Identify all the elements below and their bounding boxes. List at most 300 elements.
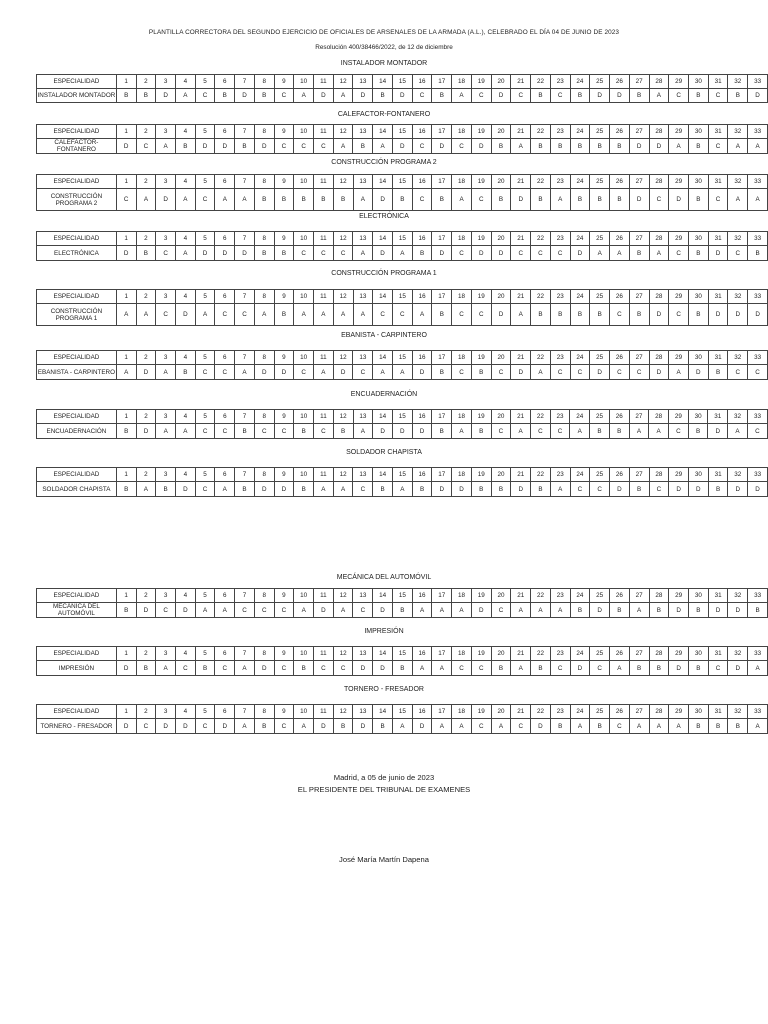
column-header-especialidad: ESPECIALIDAD [37, 705, 117, 719]
question-number-cell: 20 [491, 647, 511, 661]
answer-cell: D [412, 719, 432, 734]
answer-cell: D [136, 365, 156, 380]
question-number-cell: 17 [432, 468, 452, 482]
answer-cell: A [235, 661, 255, 676]
question-number-cell: 32 [728, 705, 748, 719]
question-number-cell: 32 [728, 468, 748, 482]
answer-cell: C [274, 424, 294, 439]
question-number-cell: 29 [669, 468, 689, 482]
question-number-cell: 21 [511, 468, 531, 482]
question-number-cell: 10 [294, 647, 314, 661]
answer-cell: B [254, 246, 274, 261]
question-number-cell: 7 [235, 705, 255, 719]
question-number-cell: 26 [610, 232, 630, 246]
section-title: CONSTRUCCIÓN PROGRAMA 1 [331, 270, 437, 277]
question-number-cell: 3 [156, 647, 176, 661]
answer-cell: D [748, 89, 768, 103]
question-number-cell: 27 [629, 468, 649, 482]
answer-row [37, 719, 768, 734]
answer-cell: D [136, 424, 156, 439]
question-number-cell: 33 [747, 410, 767, 424]
question-number-cell: 16 [412, 290, 432, 304]
answer-cell: B [570, 603, 590, 618]
column-header-especialidad: ESPECIALIDAD [37, 410, 117, 424]
answer-cell: B [412, 482, 432, 497]
question-number-cell: 23 [550, 468, 570, 482]
answer-cell: D [669, 661, 689, 676]
question-number-cell: 26 [610, 351, 630, 365]
question-number-cell: 4 [175, 351, 195, 365]
question-number-cell: 13 [353, 232, 373, 246]
question-number-cell: 1 [116, 647, 136, 661]
answer-cell: C [530, 424, 550, 439]
answer-cell: B [649, 603, 669, 618]
answer-cell: D [452, 482, 472, 497]
question-number-cell: 27 [629, 125, 649, 139]
answer-cell: C [215, 304, 235, 326]
answer-cell: C [610, 304, 630, 326]
answer-cell: D [373, 603, 393, 618]
question-number-cell: 7 [235, 75, 255, 89]
question-number-cell: 5 [195, 175, 215, 189]
footer-place-date: Madrid, a 05 de junio de 2023 [333, 773, 435, 782]
answer-cell: C [669, 89, 689, 103]
question-number-cell: 6 [215, 705, 235, 719]
specialty-label: INSTALADOR MONTADOR [37, 89, 117, 103]
answer-cell: A [176, 424, 196, 439]
answer-cell: D [373, 246, 393, 261]
answer-cell: B [353, 139, 373, 154]
table-header-row [37, 647, 768, 661]
answer-cell: C [333, 246, 353, 261]
answer-cell: B [412, 246, 432, 261]
question-number-cell: 15 [392, 705, 412, 719]
question-number-cell: 32 [728, 175, 748, 189]
question-number-cell: 28 [649, 75, 669, 89]
question-number-cell: 31 [708, 232, 728, 246]
answer-cell: D [610, 482, 630, 497]
specialty-label: ENCUADERNACIÓN [37, 424, 117, 439]
answer-cell: B [728, 89, 748, 103]
answer-cell: B [471, 365, 491, 380]
answer-cell: A [669, 719, 689, 734]
answer-cell: B [708, 482, 728, 497]
answer-cell: D [610, 89, 630, 103]
question-number-cell: 2 [136, 589, 156, 603]
answer-cell: C [412, 89, 432, 103]
question-number-cell: 17 [432, 705, 452, 719]
answer-cell: B [333, 719, 353, 734]
question-number-cell: 16 [412, 410, 432, 424]
answer-cell: A [136, 189, 156, 211]
answer-cell: B [570, 304, 590, 326]
question-number-cell: 16 [412, 468, 432, 482]
question-number-cell: 12 [333, 410, 353, 424]
answer-cell: A [649, 246, 669, 261]
answer-cell: A [156, 365, 176, 380]
question-number-cell: 12 [333, 351, 353, 365]
answer-cell: B [688, 89, 708, 103]
answer-cell: D [116, 139, 136, 154]
answer-cell: D [195, 139, 215, 154]
answer-cell: D [491, 246, 511, 261]
question-number-cell: 22 [531, 75, 551, 89]
question-number-cell: 26 [610, 705, 630, 719]
answer-cell: A [195, 603, 215, 618]
answer-cell: B [294, 482, 314, 497]
question-number-cell: 22 [531, 647, 551, 661]
section-title: INSTALADOR MONTADOR [340, 60, 428, 67]
question-number-cell: 23 [550, 410, 570, 424]
question-number-cell: 3 [156, 351, 176, 365]
footer-signer: José María Martín Dapena [339, 855, 429, 864]
answer-cell: A [392, 365, 412, 380]
answer-cell: D [156, 719, 176, 734]
answer-cell: B [688, 424, 708, 439]
question-number-cell: 6 [215, 290, 235, 304]
answer-cell: C [412, 189, 432, 211]
answer-cell: C [294, 246, 314, 261]
question-number-cell: 3 [156, 589, 176, 603]
answer-cell: B [314, 189, 334, 211]
answer-cell: C [511, 719, 531, 734]
answer-cell: C [116, 189, 136, 211]
answer-cell: D [353, 719, 373, 734]
answer-cell: D [432, 139, 452, 154]
answer-cell: A [294, 603, 314, 618]
answer-cell: D [649, 365, 669, 380]
question-number-cell: 25 [590, 75, 610, 89]
answer-cell: A [333, 482, 353, 497]
answer-cell: C [550, 661, 570, 676]
answer-cell: C [590, 482, 610, 497]
question-number-cell: 18 [452, 290, 472, 304]
answer-cell: C [471, 304, 491, 326]
answer-cell: C [195, 365, 215, 380]
question-number-cell: 31 [708, 175, 728, 189]
question-number-cell: 25 [590, 175, 610, 189]
question-number-cell: 33 [748, 647, 768, 661]
question-number-cell: 13 [353, 75, 373, 89]
question-number-cell: 9 [274, 647, 294, 661]
question-number-cell: 18 [452, 75, 472, 89]
specialty-label: TORNERO - FRESADOR [37, 719, 117, 734]
answer-cell: D [511, 189, 531, 211]
question-number-cell: 24 [570, 705, 590, 719]
question-number-cell: 23 [550, 351, 570, 365]
answer-cell: D [373, 189, 393, 211]
answer-row [37, 189, 768, 211]
answer-cell: B [748, 603, 768, 618]
answer-cell: C [511, 89, 531, 103]
answer-row [37, 424, 768, 439]
question-number-cell: 20 [491, 468, 511, 482]
question-number-cell: 4 [176, 410, 196, 424]
answer-cell: C [669, 246, 689, 261]
question-number-cell: 27 [629, 232, 649, 246]
answer-cell: D [116, 661, 136, 676]
section-title: ENCUADERNACIÓN [350, 391, 418, 398]
answer-cell: C [156, 246, 176, 261]
answer-cell: D [314, 603, 334, 618]
question-number-cell: 30 [688, 232, 708, 246]
answer-cell: A [136, 482, 156, 497]
question-number-cell: 6 [215, 351, 235, 365]
answer-cell: B [629, 482, 649, 497]
answer-cell: B [610, 189, 630, 211]
question-number-cell: 28 [649, 232, 669, 246]
question-number-cell: 21 [511, 232, 531, 246]
question-number-cell: 26 [610, 647, 630, 661]
answer-cell: C [254, 424, 274, 439]
answer-cell: B [629, 246, 649, 261]
answer-cell: D [353, 661, 373, 676]
question-number-cell: 26 [609, 410, 629, 424]
question-number-cell: 3 [156, 705, 176, 719]
answer-cell: A [570, 719, 590, 734]
question-number-cell: 17 [432, 125, 452, 139]
question-number-cell: 29 [669, 232, 689, 246]
question-number-cell: 24 [570, 232, 590, 246]
answer-cell: A [333, 304, 353, 326]
question-number-cell: 11 [314, 232, 334, 246]
question-number-cell: 21 [511, 705, 531, 719]
question-number-cell: 33 [748, 351, 768, 365]
answer-cell: D [353, 89, 373, 103]
answer-cell: C [708, 89, 728, 103]
question-number-cell: 32 [728, 410, 748, 424]
answer-cell: B [471, 482, 491, 497]
question-number-cell: 3 [156, 468, 176, 482]
answer-cell: B [491, 189, 511, 211]
question-number-cell: 3 [156, 75, 176, 89]
question-number-cell: 31 [708, 410, 728, 424]
question-number-cell: 5 [195, 351, 215, 365]
answer-cell: D [649, 304, 669, 326]
question-number-cell: 29 [669, 647, 689, 661]
answer-cell: C [531, 246, 551, 261]
answer-cell: C [215, 424, 235, 439]
question-number-cell: 30 [688, 75, 708, 89]
answer-cell: B [531, 661, 551, 676]
question-number-cell: 11 [314, 125, 334, 139]
question-number-cell: 28 [649, 290, 669, 304]
question-number-cell: 5 [195, 410, 215, 424]
answer-cell: C [610, 719, 630, 734]
answer-cell: B [294, 661, 314, 676]
answer-row [37, 482, 768, 497]
answer-cell: D [511, 482, 531, 497]
question-number-cell: 19 [471, 589, 491, 603]
answer-cell: C [235, 304, 255, 326]
answer-cell: C [156, 603, 176, 618]
answer-cell: D [471, 246, 491, 261]
question-number-cell: 4 [175, 75, 195, 89]
answer-cell: A [116, 365, 136, 380]
question-number-cell: 30 [688, 468, 708, 482]
question-number-cell: 12 [333, 175, 353, 189]
question-number-cell: 17 [432, 175, 452, 189]
answer-cell: D [432, 482, 452, 497]
question-number-cell: 1 [116, 468, 136, 482]
question-number-cell: 23 [550, 290, 570, 304]
answer-cell: D [392, 89, 412, 103]
column-header-especialidad: ESPECIALIDAD [37, 125, 117, 139]
answer-cell: A [452, 89, 472, 103]
answer-cell: B [629, 89, 649, 103]
question-number-cell: 6 [215, 410, 235, 424]
question-number-cell: 33 [748, 468, 768, 482]
answer-cell: D [669, 482, 689, 497]
question-number-cell: 23 [550, 75, 570, 89]
question-number-cell: 16 [412, 175, 432, 189]
question-number-cell: 9 [274, 410, 294, 424]
question-number-cell: 12 [333, 232, 353, 246]
question-number-cell: 13 [353, 468, 373, 482]
answer-cell: A [728, 189, 748, 211]
answer-cell: B [432, 424, 452, 439]
specialty-label: CALEFACTOR-FONTANERO [37, 139, 117, 154]
question-number-cell: 11 [314, 351, 334, 365]
answer-cell: A [728, 139, 748, 154]
answer-cell: C [452, 139, 472, 154]
answer-cell: D [728, 603, 748, 618]
question-number-cell: 4 [175, 232, 195, 246]
question-number-cell: 3 [156, 232, 176, 246]
question-number-cell: 15 [392, 175, 412, 189]
answer-cell: C [353, 365, 373, 380]
question-number-cell: 14 [373, 290, 393, 304]
question-number-cell: 18 [452, 589, 472, 603]
answer-cell: D [215, 246, 235, 261]
question-number-cell: 16 [412, 351, 432, 365]
answer-cell: C [550, 424, 570, 439]
answer-cell: C [452, 661, 472, 676]
answer-cell: D [728, 661, 748, 676]
question-number-cell: 28 [649, 125, 669, 139]
table-header-row [37, 290, 768, 304]
question-number-cell: 22 [530, 410, 550, 424]
answer-cell: C [392, 304, 412, 326]
question-number-cell: 2 [136, 705, 156, 719]
question-number-cell: 25 [590, 468, 610, 482]
answer-cell: D [728, 482, 748, 497]
column-header-especialidad: ESPECIALIDAD [37, 468, 117, 482]
answer-cell: A [590, 246, 610, 261]
question-number-cell: 1 [116, 705, 136, 719]
answer-cell: B [688, 719, 708, 734]
answer-cell: A [392, 719, 412, 734]
question-number-cell: 29 [669, 410, 689, 424]
question-number-cell: 14 [373, 468, 393, 482]
question-number-cell: 23 [550, 175, 570, 189]
answer-cell: A [136, 304, 156, 326]
question-number-cell: 8 [254, 232, 274, 246]
answer-cell: D [708, 246, 728, 261]
question-number-cell: 12 [333, 589, 353, 603]
question-number-cell: 11 [314, 410, 334, 424]
question-number-cell: 9 [274, 705, 294, 719]
question-number-cell: 9 [274, 175, 294, 189]
question-number-cell: 15 [392, 410, 412, 424]
question-number-cell: 8 [254, 75, 274, 89]
page-title: PLANTILLA CORRECTORA DEL SEGUNDO EJERCICIO DE OFICIALES DE ARSENALES DE LA ARMADA (A.L.), CELEBRADO EL DÍA 04 DE JUNIO DE 2023 [148, 29, 620, 36]
answer-cell: B [728, 719, 748, 734]
answer-cell: B [195, 661, 215, 676]
question-number-cell: 7 [235, 468, 255, 482]
answer-cell: C [254, 603, 274, 618]
question-number-cell: 21 [511, 410, 531, 424]
question-number-cell: 2 [136, 75, 156, 89]
answer-cell: A [156, 424, 176, 439]
answer-cell: C [274, 719, 294, 734]
question-number-cell: 8 [254, 175, 274, 189]
question-number-cell: 24 [570, 125, 590, 139]
question-number-cell: 7 [235, 589, 255, 603]
question-number-cell: 28 [649, 351, 669, 365]
question-number-cell: 20 [491, 175, 511, 189]
question-number-cell: 20 [491, 351, 511, 365]
question-number-cell: 22 [531, 468, 551, 482]
answer-cell: C [649, 482, 669, 497]
answer-cell: A [550, 189, 570, 211]
question-number-cell: 4 [175, 647, 195, 661]
question-number-cell: 33 [748, 125, 768, 139]
answer-cell: C [570, 365, 590, 380]
answer-cell: B [590, 719, 610, 734]
answer-cell: B [392, 661, 412, 676]
question-number-cell: 20 [491, 75, 511, 89]
answer-cell: A [452, 603, 472, 618]
question-number-cell: 12 [333, 290, 353, 304]
question-number-cell: 20 [491, 125, 511, 139]
question-number-cell: 26 [610, 125, 630, 139]
answer-cell: B [550, 719, 570, 734]
question-number-cell: 8 [254, 290, 274, 304]
answer-cell: A [175, 89, 195, 103]
question-number-cell: 18 [452, 175, 472, 189]
question-number-cell: 9 [274, 468, 294, 482]
answer-cell: D [471, 139, 491, 154]
answer-cell: D [412, 424, 432, 439]
question-number-cell: 4 [175, 468, 195, 482]
question-number-cell: 3 [156, 175, 176, 189]
answer-cell: D [235, 246, 255, 261]
question-number-cell: 31 [708, 589, 728, 603]
answer-cell: B [274, 189, 294, 211]
answer-cell: D [314, 719, 334, 734]
answer-cell: C [215, 365, 235, 380]
answer-cell: A [156, 139, 176, 154]
question-number-cell: 17 [432, 351, 452, 365]
question-number-cell: 3 [156, 410, 176, 424]
answer-cell: D [215, 719, 235, 734]
answer-cell: A [531, 603, 551, 618]
answer-cell: A [629, 424, 649, 439]
column-header-especialidad: ESPECIALIDAD [37, 290, 117, 304]
question-number-cell: 8 [254, 351, 274, 365]
question-number-cell: 32 [728, 75, 748, 89]
answer-cell: B [570, 139, 590, 154]
answer-cell: C [491, 424, 511, 439]
question-number-cell: 2 [136, 232, 156, 246]
question-number-cell: 13 [353, 125, 373, 139]
question-number-cell: 6 [215, 175, 235, 189]
answer-key-table [36, 646, 768, 676]
question-number-cell: 15 [392, 351, 412, 365]
question-number-cell: 16 [412, 647, 432, 661]
answer-cell: B [235, 424, 255, 439]
